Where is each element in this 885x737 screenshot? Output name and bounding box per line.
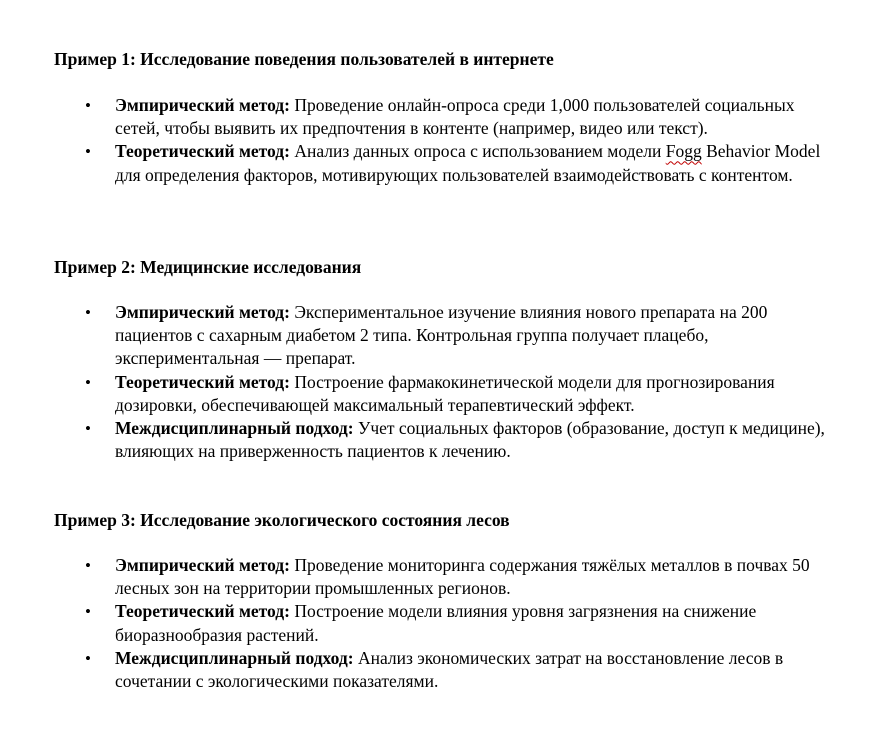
bullet-icon: • <box>85 303 91 322</box>
section-heading-1: Пример 1: Исследование поведения пользователей в интернете <box>54 49 554 69</box>
bullet-icon: • <box>85 648 91 668</box>
list-item <box>0 94 835 140</box>
list-item <box>0 647 835 693</box>
item-text: Учет социальных факторов (образование, доступ к медицине), влияющих на приверженность пациентов к лечению. <box>115 418 825 462</box>
bullet-list-1 <box>0 94 885 187</box>
bullet-icon: • <box>85 142 91 162</box>
bullet-icon: • <box>85 556 91 575</box>
bullet-list-3 <box>0 554 885 693</box>
item-term: Эмпирический метод: <box>115 95 290 115</box>
item-text: Анализ экономических затрат на восстановление лесов в сочетании с экологическими показателями. <box>115 647 784 692</box>
item-term: Теоретический метод: <box>115 601 290 622</box>
item-term: Междисциплинарный подход: <box>115 647 354 668</box>
section-heading-3: Пример 3: Исследование экологического состояния лесов <box>54 510 510 530</box>
item-text: Проведение мониторинга содержания тяжёлых металлов в почвах 50 лесных зон на территории промышленных регионов. <box>115 555 810 599</box>
item-text: Экспериментальное изучение влияния нового препарата на 200 пациентов с сахарным диабетом 2 типа. Контрольная группа получает плацебо, экспериментальная — препарат. <box>115 302 768 369</box>
item-text: Анализ данных опроса с использованием модели <box>289 141 666 162</box>
list-item <box>0 417 835 463</box>
item-term: Междисциплинарный подход: <box>115 418 354 439</box>
item-term: Теоретический метод: <box>115 141 290 162</box>
bullet-icon: • <box>85 96 91 115</box>
bullet-icon: • <box>85 372 91 392</box>
item-text: Проведение онлайн-опроса среди 1,000 пользователей социальных сетей, чтобы выявить их предпочтения в контенте (например, видео или текст). <box>115 95 795 139</box>
list-item <box>0 371 835 417</box>
item-text: Построение модели влияния уровня загрязнения на снижение биоразнообразия растений. <box>115 601 757 645</box>
spellcheck-flagged-word[interactable]: Fogg <box>665 141 702 162</box>
item-term: Теоретический метод: <box>115 371 290 392</box>
item-text: Построение фармакокинетической модели для прогнозирования дозировки, обеспечивающей максимальный терапевтический эффект. <box>115 371 775 415</box>
bullet-icon: • <box>85 602 91 622</box>
list-item <box>0 140 835 186</box>
list-item <box>0 554 835 600</box>
item-term: Эмпирический метод: <box>115 302 290 322</box>
item-text: Behavior Model для определения факторов, мотивирующих пользователей взаимодействовать с контентом. <box>115 141 821 185</box>
bullet-icon: • <box>85 419 91 439</box>
bullet-list-2 <box>0 301 885 463</box>
list-item <box>0 600 835 646</box>
section-heading-2: Пример 2: Медицинские исследования <box>54 257 362 277</box>
item-term: Эмпирический метод: <box>115 555 290 575</box>
list-item <box>0 301 835 371</box>
